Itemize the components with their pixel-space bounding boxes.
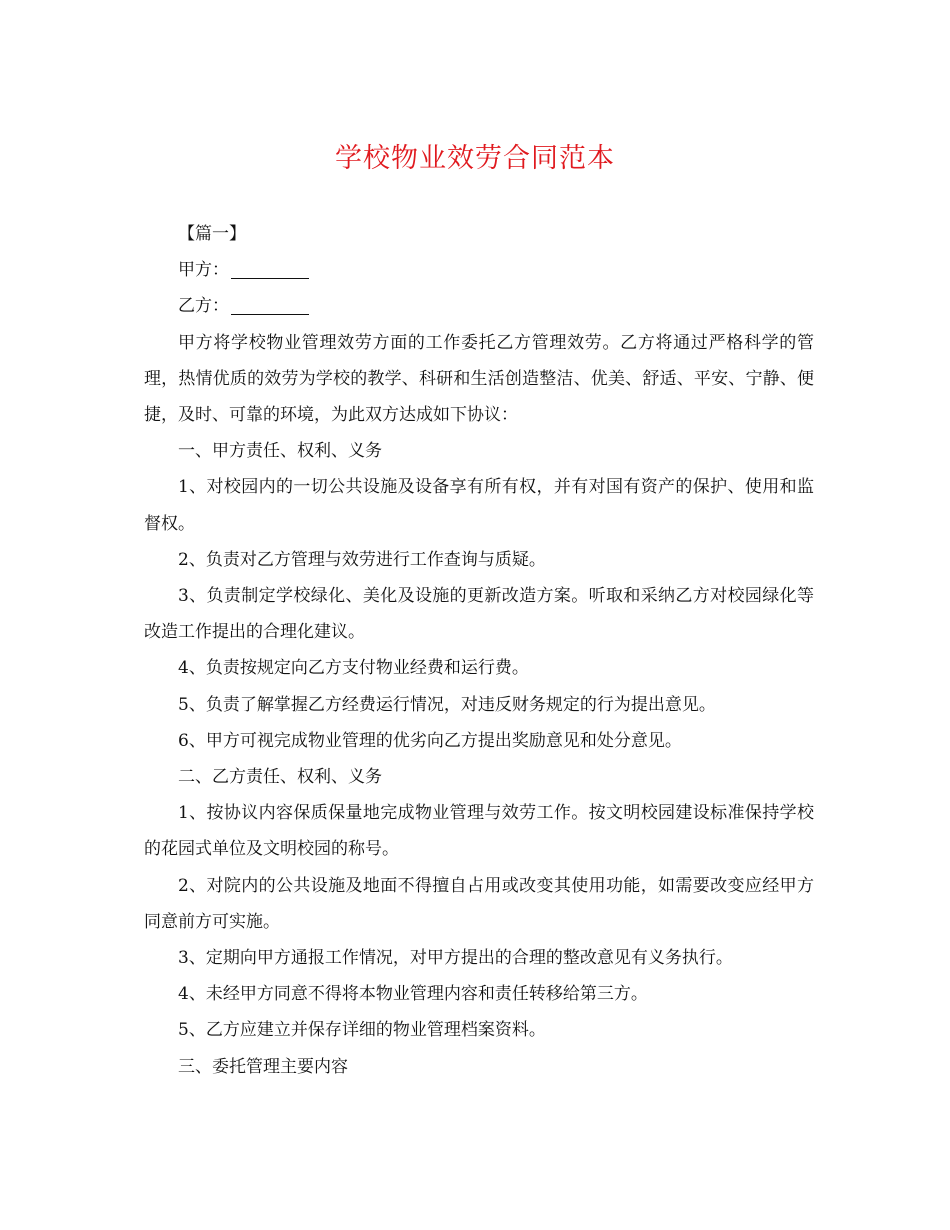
party-a-blank: [231, 258, 309, 279]
clause-a5: 5、负责了解掌握乙方经费运行情况，对违反财务规定的行为提出意见。: [178, 694, 716, 715]
section-heading-party-a: 一、甲方责任、权利、义务: [178, 441, 382, 462]
clause-a1: 1、对校园内的一切公共设施及设备享有所有权，并有对国有资产的保护、使用和监督权。: [144, 477, 814, 534]
clause-b4: 4、未经甲方同意不得将本物业管理内容和责任转移给第三方。: [178, 984, 648, 1005]
party-a-line: [144, 252, 814, 288]
clause-b5: 5、乙方应建立并保存详细的物业管理档案资料。: [178, 1020, 546, 1041]
party-b-label: 乙方：: [178, 296, 229, 317]
clause-a6: 6、甲方可视完成物业管理的优劣向乙方提出奖励意见和处分意见。: [178, 730, 682, 751]
document-title: 学校物业效劳合同范本: [335, 143, 615, 174]
party-b-blank: [231, 294, 309, 315]
clause-a3: 3、负责制定学校绿化、美化及设施的更新改造方案。听取和采纳乙方对校园绿化等改造工作提出的合理化建议。: [144, 586, 814, 643]
clause-b2: 2、对院内的公共设施及地面不得擅自占用或改变其使用功能，如需要改变应经甲方同意前方可实施。: [144, 875, 814, 932]
party-b-line: [144, 288, 814, 324]
section-heading-management-content: 三、委托管理主要内容: [178, 1056, 348, 1077]
clause-b3: 3、定期向甲方通报工作情况，对甲方提出的合理的整改意见有义务执行。: [178, 948, 733, 969]
document-body: [144, 216, 814, 1085]
clause-a4: 4、负责按规定向乙方支付物业经费和运行费。: [178, 658, 529, 679]
intro-paragraph: 甲方将学校物业管理效劳方面的工作委托乙方管理效劳。乙方将通过严格科学的管理，热情优质的效劳为学校的教学、科研和生活创造整洁、优美、舒适、平安、宁静、便捷，及时、可靠的环境，为此双方达成如下协议：: [144, 332, 814, 426]
clause-a2: 2、负责对乙方管理与效劳进行工作查询与质疑。: [178, 549, 546, 570]
clause-b1: 1、按协议内容保质保量地完成物业管理与效劳工作。按文明校园建设标准保持学校的花园式单位及文明校园的称号。: [144, 803, 814, 860]
party-a-label: 甲方：: [178, 260, 229, 281]
section-heading-part-one: 【篇一】: [178, 224, 246, 244]
section-heading-party-b: 二、乙方责任、权利、义务: [178, 767, 382, 788]
